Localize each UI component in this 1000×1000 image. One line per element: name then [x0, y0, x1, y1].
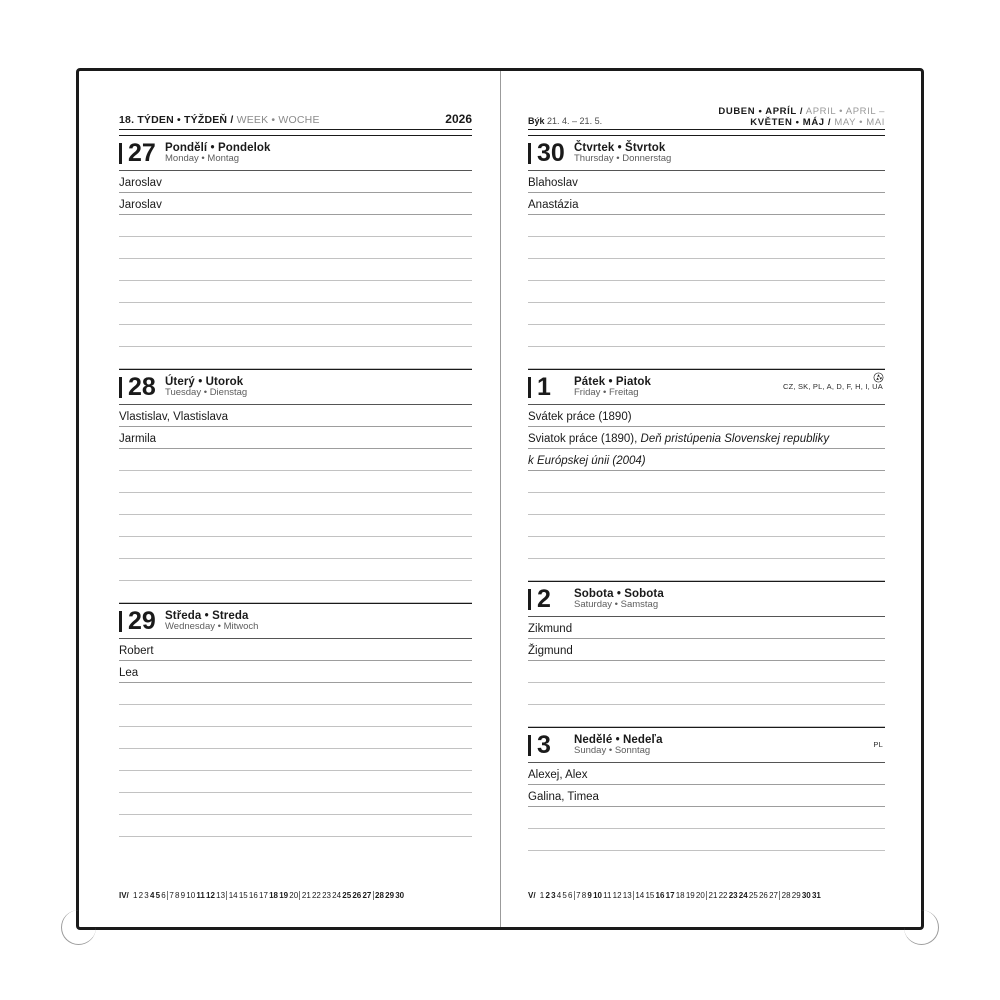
- month-strip-day[interactable]: 24: [738, 891, 748, 900]
- month-strip-day[interactable]: 3: [551, 891, 556, 900]
- day-lines: [119, 171, 472, 369]
- writing-line[interactable]: [119, 727, 472, 749]
- writing-line[interactable]: [528, 829, 885, 851]
- day-lines: [119, 405, 472, 603]
- day-name-main: Sobota • Sobota: [574, 587, 664, 600]
- writing-line[interactable]: [119, 705, 472, 727]
- holiday-line[interactable]: [528, 405, 885, 427]
- day-name-group: [165, 610, 472, 632]
- month-range-line-1: [718, 106, 885, 117]
- name-day-text: Lea: [119, 667, 139, 679]
- week-label: [119, 114, 320, 126]
- month-strip-day[interactable]: 28: [779, 891, 790, 900]
- month-strip-day[interactable]: 1: [133, 891, 138, 900]
- month-strip-day[interactable]: 16: [248, 891, 258, 900]
- writing-line[interactable]: [119, 793, 472, 815]
- month-strip-day[interactable]: 26: [352, 891, 362, 900]
- day-name-sub: Monday • Montag: [165, 153, 240, 165]
- writing-line[interactable]: [119, 449, 472, 471]
- day-header: [119, 135, 472, 171]
- writing-line[interactable]: [119, 237, 472, 259]
- month-strip-day[interactable]: 11: [196, 891, 205, 900]
- month-strip-day[interactable]: 23: [322, 891, 331, 900]
- writing-line[interactable]: [528, 215, 885, 237]
- writing-line[interactable]: [528, 237, 885, 259]
- day-header: [528, 369, 885, 405]
- right-page: [500, 71, 921, 927]
- month-strip-day[interactable]: 31: [811, 891, 821, 900]
- month-strip-day[interactable]: 18: [675, 891, 685, 900]
- day-name-group: [165, 142, 472, 164]
- month-strip-april[interactable]: [119, 891, 472, 905]
- month-strip-day[interactable]: 14: [226, 891, 237, 900]
- right-page-header: [528, 106, 885, 130]
- writing-line[interactable]: [528, 807, 885, 829]
- month-strip-day[interactable]: 8: [175, 891, 180, 900]
- writing-line[interactable]: [119, 281, 472, 303]
- month-strip-day[interactable]: 12: [206, 891, 215, 900]
- month-strip-day[interactable]: 7: [574, 891, 581, 900]
- zodiac-label: [528, 116, 602, 126]
- month-strip-day[interactable]: 27: [362, 891, 372, 900]
- day-block-29: [119, 603, 472, 837]
- month-strip-day[interactable]: 16: [655, 891, 665, 900]
- month-strip-day[interactable]: 2: [138, 891, 144, 900]
- day-header: [119, 603, 472, 639]
- day-name-group: [574, 376, 783, 398]
- name-day-line[interactable]: [528, 193, 885, 215]
- month-strip-day[interactable]: 2: [545, 891, 550, 900]
- day-number: 3: [528, 733, 574, 758]
- writing-line[interactable]: [119, 303, 472, 325]
- name-day-text: Vlastislav, Vlastislava: [119, 411, 229, 423]
- holiday-text-sk-cont: [528, 455, 646, 467]
- month-strip-day[interactable]: 20: [695, 891, 705, 900]
- day-header: [528, 135, 885, 171]
- month-range-line-2: [718, 117, 885, 128]
- writing-line[interactable]: [528, 259, 885, 281]
- name-day-line[interactable]: [528, 617, 885, 639]
- name-day-text: Jaroslav: [119, 199, 162, 211]
- month-strip-day[interactable]: 1: [539, 891, 545, 900]
- writing-line[interactable]: [528, 705, 885, 727]
- day-number: 28: [119, 375, 165, 400]
- month-range-label: [718, 106, 885, 128]
- day-block-1: [528, 369, 885, 581]
- day-block-27: [119, 135, 472, 369]
- month-strip-label: V/: [528, 891, 536, 900]
- name-day-text: Anastázia: [528, 199, 579, 211]
- writing-line[interactable]: [528, 281, 885, 303]
- day-name-group: [574, 588, 885, 610]
- day-name-sub: Friday • Freitag: [574, 387, 639, 399]
- day-lines: [119, 639, 472, 837]
- name-day-text: Galina, Timea: [528, 791, 599, 803]
- name-day-line[interactable]: [528, 639, 885, 661]
- month-strip-day[interactable]: 22: [718, 891, 728, 900]
- name-day-text: Žigmund: [528, 645, 573, 657]
- planner-pages: [79, 71, 921, 927]
- zodiac-dates: 21. 4. – 21. 5.: [547, 116, 603, 126]
- day-name-main: Pátek • Piatok: [574, 375, 652, 388]
- month-strip-day[interactable]: 6: [161, 891, 166, 900]
- day-header: [528, 581, 885, 617]
- day-name-sub: Thursday • Donnerstag: [574, 153, 672, 165]
- writing-line[interactable]: [119, 683, 472, 705]
- month-strip-day[interactable]: 10: [593, 891, 602, 900]
- month-strip-day[interactable]: 15: [238, 891, 248, 900]
- holiday-text-sk: [528, 433, 829, 445]
- writing-line[interactable]: [528, 661, 885, 683]
- name-day-text: Jaroslav: [119, 177, 162, 189]
- name-day-line[interactable]: [528, 763, 885, 785]
- day-name-sub: Sunday • Sonntag: [574, 745, 651, 757]
- week-label-bold: 18. TÝDEN • TÝŽDEŇ /: [119, 114, 234, 126]
- name-day-text: Robert: [119, 645, 154, 657]
- holiday-line-continued[interactable]: [528, 449, 885, 471]
- writing-line[interactable]: [119, 471, 472, 493]
- name-day-line[interactable]: [119, 661, 472, 683]
- day-block-28: [119, 369, 472, 603]
- month-strip-day[interactable]: 21: [706, 891, 717, 900]
- name-day-text: Jarmila: [119, 433, 157, 445]
- month-strip-day[interactable]: 30: [395, 891, 405, 900]
- month-strip-day[interactable]: 5: [562, 891, 567, 900]
- month-strip-day[interactable]: 22: [311, 891, 321, 900]
- holiday-text-cz: Svátek práce (1890): [528, 411, 632, 423]
- day-number: 27: [119, 141, 165, 166]
- month-strip-day[interactable]: 10: [186, 891, 196, 900]
- writing-line[interactable]: [528, 347, 885, 369]
- month-strip-day[interactable]: 12: [612, 891, 622, 900]
- writing-line[interactable]: [119, 259, 472, 281]
- month-strip-day[interactable]: 29: [385, 891, 395, 900]
- day-block-30: [528, 135, 885, 369]
- holiday-text-sk-plain: Sviatok práce (1890),: [528, 433, 641, 445]
- day-block-2: [528, 581, 885, 727]
- writing-line[interactable]: [528, 493, 885, 515]
- month-strip-day[interactable]: 9: [180, 891, 186, 900]
- month-strip-label: IV/: [119, 891, 129, 900]
- day-name-main: Nedělé • Nedeľa: [574, 733, 663, 746]
- month-strip-day[interactable]: 30: [801, 891, 811, 900]
- holiday-country-flags: PL: [873, 740, 883, 749]
- writing-line[interactable]: [119, 215, 472, 237]
- name-day-line[interactable]: [119, 427, 472, 449]
- month-strip-day[interactable]: 23: [728, 891, 738, 900]
- day-lines: [528, 617, 885, 727]
- writing-line[interactable]: [119, 581, 472, 603]
- month-strip-day[interactable]: 14: [633, 891, 644, 900]
- month-strip-day[interactable]: 25: [342, 891, 352, 900]
- writing-line[interactable]: [528, 325, 885, 347]
- day-name-sub: Wednesday • Mitwoch: [165, 621, 259, 633]
- day-name-main: Úterý • Utorok: [165, 375, 244, 388]
- name-day-line[interactable]: [528, 171, 885, 193]
- day-number: 2: [528, 587, 574, 612]
- month-strip-may[interactable]: [528, 891, 885, 905]
- name-day-line[interactable]: [119, 639, 472, 661]
- name-day-line[interactable]: [119, 171, 472, 193]
- writing-line[interactable]: [528, 559, 885, 581]
- day-name-group: [165, 376, 472, 398]
- writing-line[interactable]: [119, 559, 472, 581]
- day-number: 1: [528, 375, 574, 400]
- writing-line[interactable]: [119, 815, 472, 837]
- month-strip-day[interactable]: 18: [269, 891, 278, 900]
- day-number: 30: [528, 141, 574, 166]
- month-range-line-1-grey: APRIL • APRIL –: [805, 106, 885, 117]
- month-range-line-1-bold: DUBEN • APRÍL /: [718, 106, 804, 117]
- zodiac-name: Býk: [528, 116, 545, 126]
- day-header: [528, 727, 885, 763]
- month-strip-day[interactable]: 26: [758, 891, 768, 900]
- left-page: [79, 71, 500, 927]
- month-strip-day[interactable]: 13: [622, 891, 632, 900]
- month-strip-day[interactable]: 15: [645, 891, 655, 900]
- name-day-line[interactable]: [528, 785, 885, 807]
- month-strip-day[interactable]: 24: [332, 891, 342, 900]
- day-name-main: Čtvrtek • Štvrtok: [574, 141, 666, 154]
- writing-line[interactable]: [119, 749, 472, 771]
- month-strip-day[interactable]: 27: [769, 891, 778, 900]
- name-day-line[interactable]: [119, 405, 472, 427]
- day-name-main: Pondělí • Pondelok: [165, 141, 271, 154]
- day-lines: [528, 405, 885, 581]
- month-strip-day[interactable]: 4: [556, 891, 562, 900]
- month-range-line-2-grey: MAY • MAI: [834, 117, 885, 128]
- month-strip-day[interactable]: 6: [568, 891, 573, 900]
- writing-line[interactable]: [528, 683, 885, 705]
- left-page-header: [119, 109, 472, 130]
- name-day-text: Zikmund: [528, 623, 573, 635]
- book-spine: [500, 71, 501, 927]
- name-day-text: Blahoslav: [528, 177, 578, 189]
- day-header: [119, 369, 472, 405]
- year-label: 2026: [445, 112, 472, 126]
- month-strip-day[interactable]: 17: [259, 891, 268, 900]
- day-number: 29: [119, 609, 165, 634]
- month-strip-day[interactable]: 7: [167, 891, 174, 900]
- writing-line[interactable]: [528, 537, 885, 559]
- writing-line[interactable]: [528, 303, 885, 325]
- day-name-main: Středa • Streda: [165, 609, 249, 622]
- day-name-sub: Saturday • Samstag: [574, 599, 659, 611]
- name-day-line[interactable]: [119, 193, 472, 215]
- month-strip-day[interactable]: 13: [216, 891, 226, 900]
- month-strip-day[interactable]: 3: [144, 891, 149, 900]
- writing-line[interactable]: [119, 325, 472, 347]
- day-block-3: [528, 727, 885, 851]
- writing-line[interactable]: [119, 493, 472, 515]
- holiday-country-flags: CZ, SK, PL, A, D, F, H, I, UA: [783, 382, 883, 391]
- writing-line[interactable]: [119, 537, 472, 559]
- month-strip-day[interactable]: 19: [685, 891, 695, 900]
- day-lines: [528, 763, 885, 851]
- writing-line[interactable]: [119, 515, 472, 537]
- month-strip-day[interactable]: 11: [603, 891, 612, 900]
- month-strip-day[interactable]: 29: [791, 891, 801, 900]
- day-name-sub: Tuesday • Dienstag: [165, 387, 248, 399]
- month-strip-day[interactable]: 8: [581, 891, 587, 900]
- name-day-text: Alexej, Alex: [528, 769, 588, 781]
- holiday-text-sk-italic: Deň pristúpenia Slovenskej republiky: [640, 433, 830, 445]
- month-strip-day[interactable]: 5: [155, 891, 161, 900]
- page-curl-decoration: [904, 910, 939, 945]
- writing-line[interactable]: [119, 347, 472, 369]
- month-range-line-2-bold: KVĚTEN • MÁJ /: [750, 117, 832, 128]
- writing-line[interactable]: [528, 471, 885, 493]
- month-strip-day[interactable]: 19: [279, 891, 289, 900]
- month-strip-day[interactable]: 25: [748, 891, 758, 900]
- day-name-group: [574, 142, 885, 164]
- week-label-grey: WEEK • WOCHE: [236, 114, 320, 126]
- day-name-group: [574, 734, 873, 756]
- page-curl-decoration: [61, 910, 96, 945]
- month-strip-day[interactable]: 9: [587, 891, 592, 900]
- day-lines: [528, 171, 885, 369]
- month-strip-day[interactable]: 4: [149, 891, 155, 900]
- holiday-line[interactable]: [528, 427, 885, 449]
- planner-spread: [76, 68, 924, 930]
- writing-line[interactable]: [528, 515, 885, 537]
- recycle-icon: [873, 372, 884, 383]
- month-strip-day[interactable]: 28: [373, 891, 384, 900]
- month-strip-day[interactable]: 20: [289, 891, 299, 900]
- writing-line[interactable]: [119, 771, 472, 793]
- holiday-text-sk-cont-italic: k Európskej únii (2004): [528, 455, 646, 467]
- month-strip-day[interactable]: 17: [665, 891, 675, 900]
- month-strip-day[interactable]: 21: [299, 891, 310, 900]
